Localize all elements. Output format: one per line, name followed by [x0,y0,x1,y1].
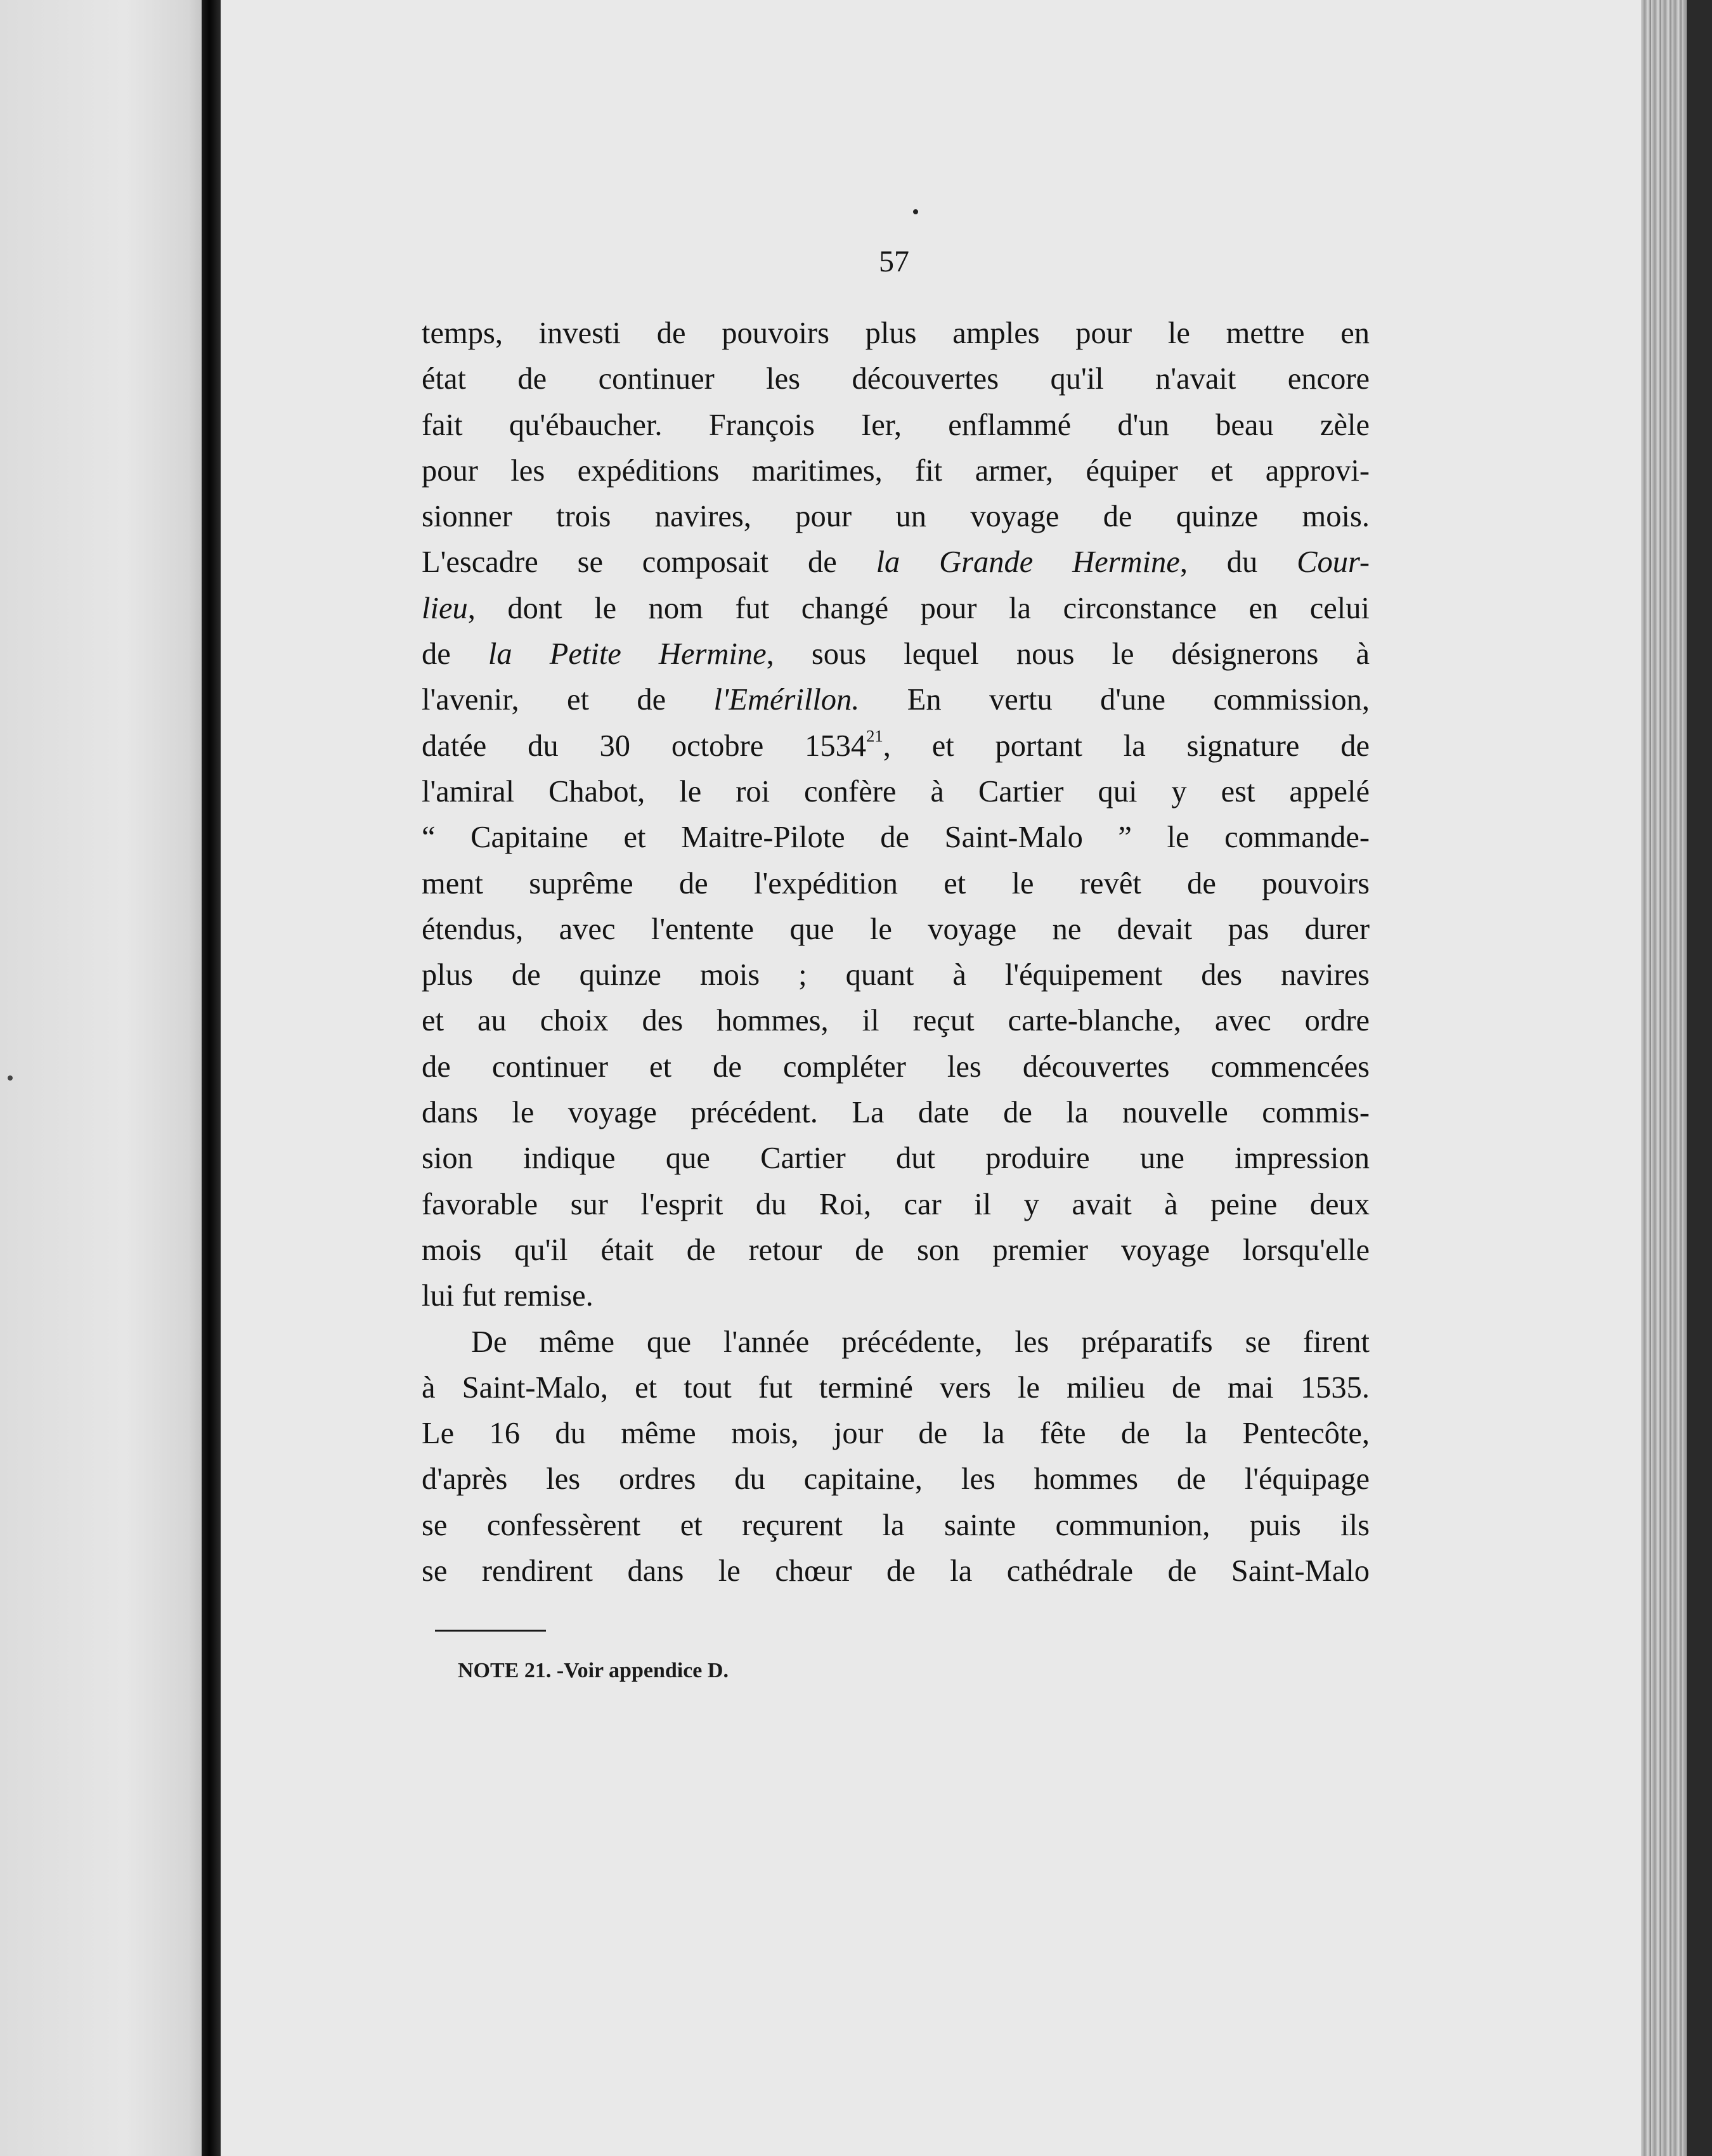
text-line: se rendirent dans le chœur de la cathédrale de Saint-Malo [422,1554,1370,1588]
text-line: favorable sur l'esprit du Roi, car il y avait à peine deux [422,1187,1370,1221]
text-line: d'après les ordres du capitaine, les hommes de l'équipage [422,1462,1370,1497]
text-line: plus de quinze mois ; quant à l'équipement des navires [422,958,1370,992]
text-line: ment suprême de l'expédition et le revêt de pouvoirs [422,866,1370,900]
text-line: fait qu'ébaucher. François Ier, enflammé d'un beau zèle [422,408,1370,442]
text-line: De même que l'année précédente, les préparatifs se firent [471,1325,1370,1359]
text-line: état de continuer les découvertes qu'il n'avait encore [422,362,1370,396]
text-line: lui fut remise. [422,1279,593,1313]
page-number: 57 [879,245,909,278]
ship-name: la Grande Hermine [876,545,1180,580]
text-line: l'amiral Chabot, le roi confère à Cartier qui y est appelé [422,774,1370,808]
ship-name: lieu [422,591,468,625]
footnote: NOTE 21. -Voir appendice D. [458,1659,729,1682]
text-line: lieu, dont le nom fut changé pour la circonstance en celui [422,591,1370,625]
ship-name: l'Emérillon. [713,683,860,717]
ship-name: Cour- [1297,545,1370,580]
footnote-rule [435,1630,546,1632]
footnote-reference: 21 [866,726,883,745]
scan-border [1687,0,1712,2156]
text-line: de continuer et de compléter les découvertes commencées [422,1049,1370,1084]
text-line: Le 16 du même mois, jour de la fête de la Pentecôte, [422,1417,1370,1451]
body-text [422,311,1370,1594]
text-line: et au choix des hommes, il reçut carte-blanche, avec ordre [422,1004,1370,1038]
text-line: L'escadre se composait de la Grande Hermine, du Cour- [422,545,1370,580]
text-line: étendus, avec l'entente que le voyage ne devait pas durer [422,912,1370,946]
text-line: “ Capitaine et Maitre-Pilote de Saint-Malo ” le commande- [422,821,1370,855]
text-line: pour les expéditions maritimes, fit armer, équiper et approvi- [422,453,1370,488]
left-facing-page [0,0,209,2156]
book-gutter [202,0,221,2156]
ship-name: la Petite Hermine [488,637,767,672]
text-line: de la Petite Hermine, sous lequel nous le désignerons à [422,637,1370,672]
text-line: se confessèrent et reçurent la sainte communion, puis ils [422,1508,1370,1542]
text-line: à Saint-Malo, et tout fut terminé vers le milieu de mai 1535. [422,1370,1370,1405]
text-line: l'avenir, et de l'Emérillon. En vertu d'une commission, [422,683,1370,717]
ink-dot [913,209,918,214]
text-line: temps, investi de pouvoirs plus amples pour le mettre en [422,316,1370,350]
text-line: mois qu'il était de retour de son premier voyage lorsqu'elle [422,1233,1370,1267]
text-line: sion indique que Cartier dut produire une impression [422,1141,1370,1176]
text-line: sionner trois navires, pour un voyage de quinze mois. [422,500,1370,534]
margin-speck [8,1075,13,1081]
text-line: dans le voyage précédent. La date de la nouvelle commis- [422,1096,1370,1130]
text-line: datée du 30 octobre 1534$^{21}$, et portant la signature de [422,726,1370,763]
